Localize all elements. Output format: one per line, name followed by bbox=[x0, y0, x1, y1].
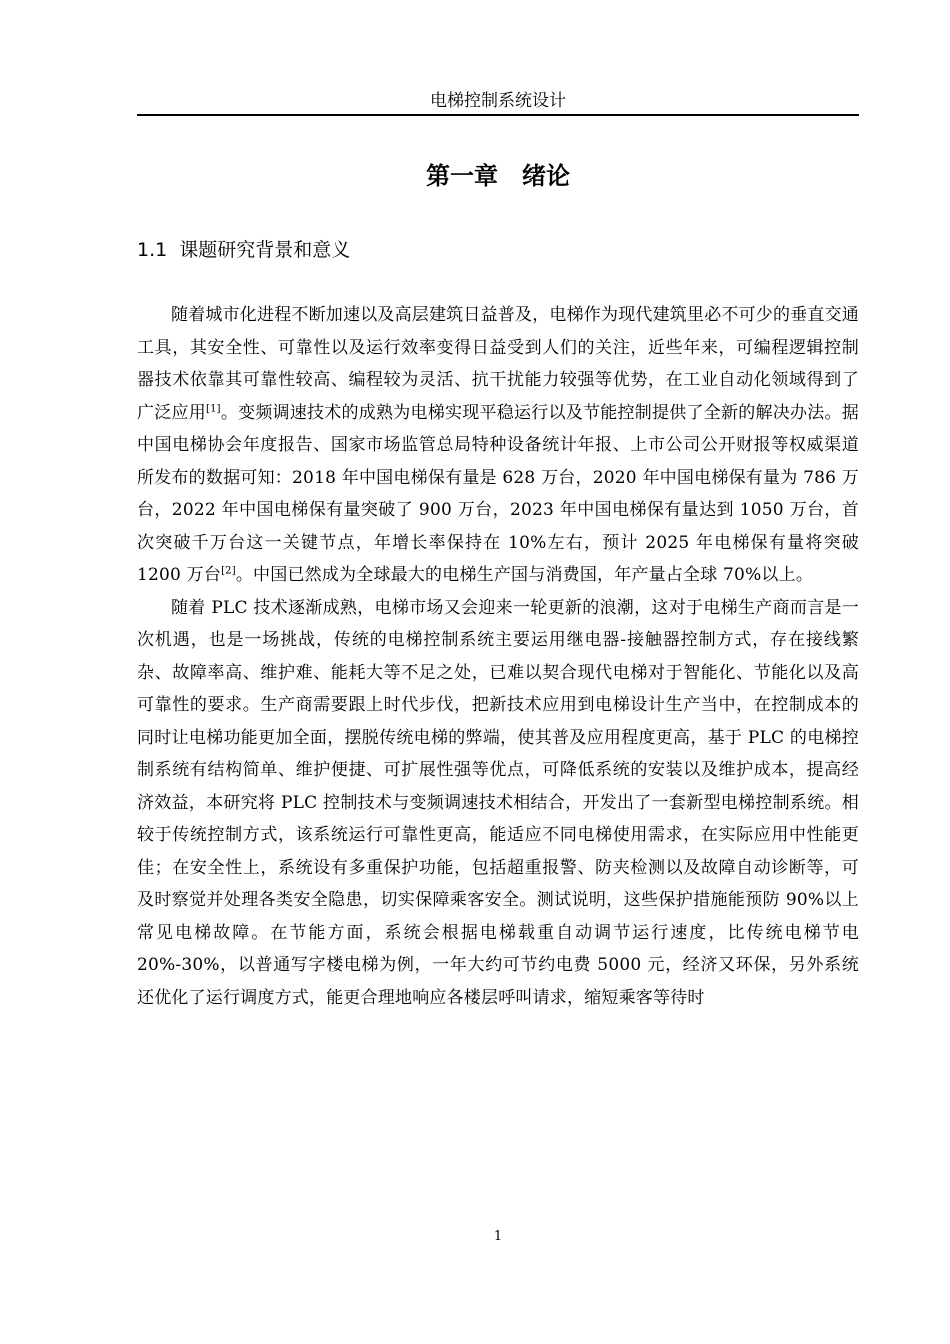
chapter-title: 第一章 绪论 bbox=[426, 162, 570, 190]
section-title: 课题研究背景和意义 bbox=[179, 239, 351, 261]
paragraph-1-part-3: 。中国已然成为全球最大的电梯生产国与消费国，年产量占全球 70%以上。 bbox=[235, 565, 814, 585]
paragraph-1 bbox=[137, 299, 859, 592]
paragraph-1-part-1: 随着城市化进程不断加速以及高层建筑日益普及，电梯作为现代建筑里必不可少的垂直交通工具，其安全性、可靠性以及运行效率变得日益受到人们的关注，近些年来，可编程逻辑控制器技术依靠其可靠性较高、编程较为灵活、抗干扰能力较强等优势，在工业自动化领域得到了广泛应用 bbox=[137, 305, 859, 423]
paragraph-2: 随着 PLC 技术逐渐成熟，电梯市场又会迎来一轮更新的浪潮，这对于电梯生产商而言是一次机遇，也是一场挑战，传统的电梯控制系统主要运用继电器-接触器控制方式，存在接线繁杂、故障率高、维护难、能耗大等不足之处，已难以契合现代电梯对于智能化、节能化以及高可靠性的要求。生产商需要跟上时代步伐，把新技术应用到电梯设计生产当中，在控制成本的同时让电梯功能更加全面，摆脱传统电梯的弊端，使其普及应用程度更高，基于 PLC 的电梯控制系统有结构简单、维护便捷、可扩展性强等优点，可降低系统的安装以及维护成本，提高经济效益，本研究将 PLC 控制技术与变频调速技术相结合，开发出了一套新型电梯控制系统。相较于传统控制方式，该系统运行可靠性更高，能适应不同电梯使用需求，在实际应用中性能更佳；在安全性上，系统设有多重保护功能，包括超重报警、防夹检测以及故障自动诊断等，可及时察觉并处理各类安全隐患，切实保障乘客安全。测试说明，这些保护措施能预防 90%以上常见电梯故障。在节能方面，系统会根据电梯载重自动调节运行速度，比传统电梯节电 20%-30%，以普通写字楼电梯为例，一年大约可节约电费 5000 元，经济又环保，另外系统还优化了运行调度方式，能更合理地响应各楼层呼叫请求，缩短乘客等待时 bbox=[137, 597, 859, 1008]
running-header: 电梯控制系统设计 bbox=[430, 91, 566, 111]
page-number: 1 bbox=[493, 1229, 503, 1244]
paragraph-1-part-2: 。变频调速技术的成熟为电梯实现平稳运行以及节能控制提供了全新的解决办法。据中国电梯协会年度报告、国家市场监管总局特种设备统计年报、上市公司公开财报等权威渠道所发布的数据可知：2018 年中国电梯保有量是 628 万台，2020 年中国电梯保有量为 786 万台，2022 年中国电梯保有量突破了 900 万台，2023 年中国电梯保有量达到 1050 万台，首次突破千万台这一关键节点，年增长率保持在 10%左右，预计 2025 年电梯保有量将突破 1200 万台 bbox=[137, 402, 859, 585]
header-rule bbox=[137, 114, 859, 116]
citation-ref-1[interactable]: [1] bbox=[206, 402, 221, 414]
section-heading bbox=[137, 236, 859, 264]
body-text bbox=[137, 299, 859, 1014]
citation-ref-2[interactable]: [2] bbox=[221, 565, 236, 577]
section-number: 1.1 bbox=[137, 239, 168, 261]
